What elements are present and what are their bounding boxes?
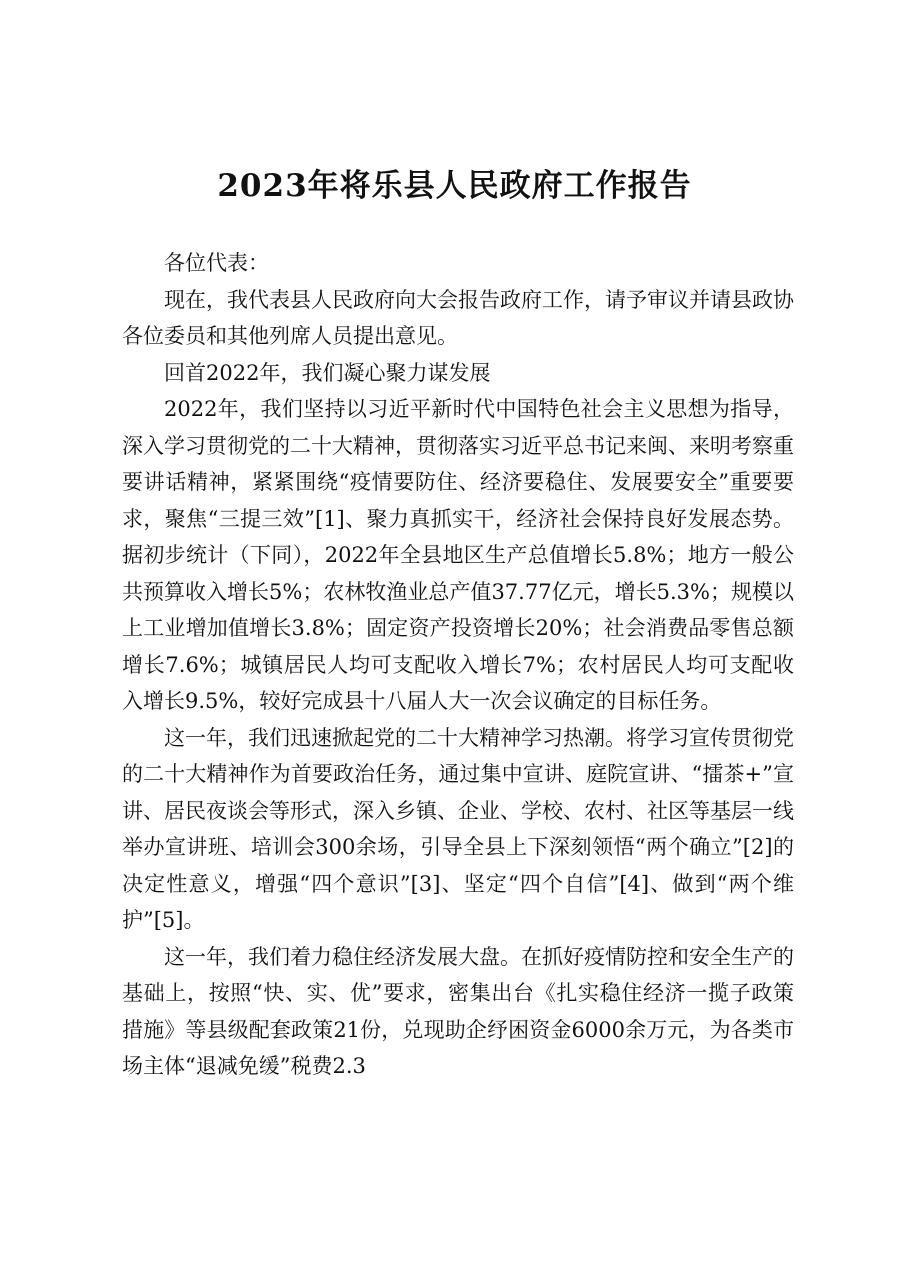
salutation-paragraph: 各位代表： [164, 251, 269, 275]
summary-paragraph: 2022年，我们坚持以习近平新时代中国特色社会主义思想为指导，深入学习贯彻党的二十大精神，贯彻落实习近平总书记来闽、来明考察重要讲话精神，紧紧围绕“疫情要防住、经济要稳住、发展要安全”重要要求，聚焦“三提三效”[1]、聚力真抓实干，经济社会保持良好发展态势。据初步统计（下同），2022年全县地区生产总值增长5.8%；地方一般公共预算收入增长5%；农林牧渔业总产值37.77亿元，增长5.3%；规模以上工业增加值增长3.8%；固定资产投资增长20%；社会消费品零售总额增长7.6%；城镇居民人均可支配收入增长7%；农村居民人均可支配收入增长9.5%，较好完成县十八届人大一次会议确定的目标任务。 [122, 397, 794, 713]
opening-paragraph: 现在，我代表县人民政府向大会报告政府工作，请予审议并请县政协各位委员和其他列席人员提出意见。 [122, 287, 794, 348]
section-heading: 回首2022年，我们凝心聚力谋发展 [164, 360, 491, 385]
document-title: 2023年将乐县人民政府工作报告 [217, 168, 692, 204]
economy-paragraph: 这一年，我们着力稳住经济发展大盘。在抓好疫情防控和安全生产的基础上，按照“快、实、优”要求，密集出台《扎实稳住经济一揽子政策措施》等县级配套政策21份，兑现助企纾困资金6000余万元，为各类市场主体“退减免缓”税费2.3 [122, 944, 794, 1078]
document-body [122, 245, 794, 1085]
study-paragraph: 这一年，我们迅速掀起党的二十大精神学习热潮。将学习宣传贯彻党的二十大精神作为首要政治任务，通过集中宣讲、庭院宣讲、“擂茶+”宣讲、居民夜谈会等形式，深入乡镇、企业、学校、农村、社区等基层一线举办宣讲班、培训会300余场，引导全县上下深刻领悟“两个确立”[2]的决定性意义，增强“四个意识”[3]、坚定“四个自信”[4]、做到“两个维护”[5]。 [122, 725, 794, 932]
